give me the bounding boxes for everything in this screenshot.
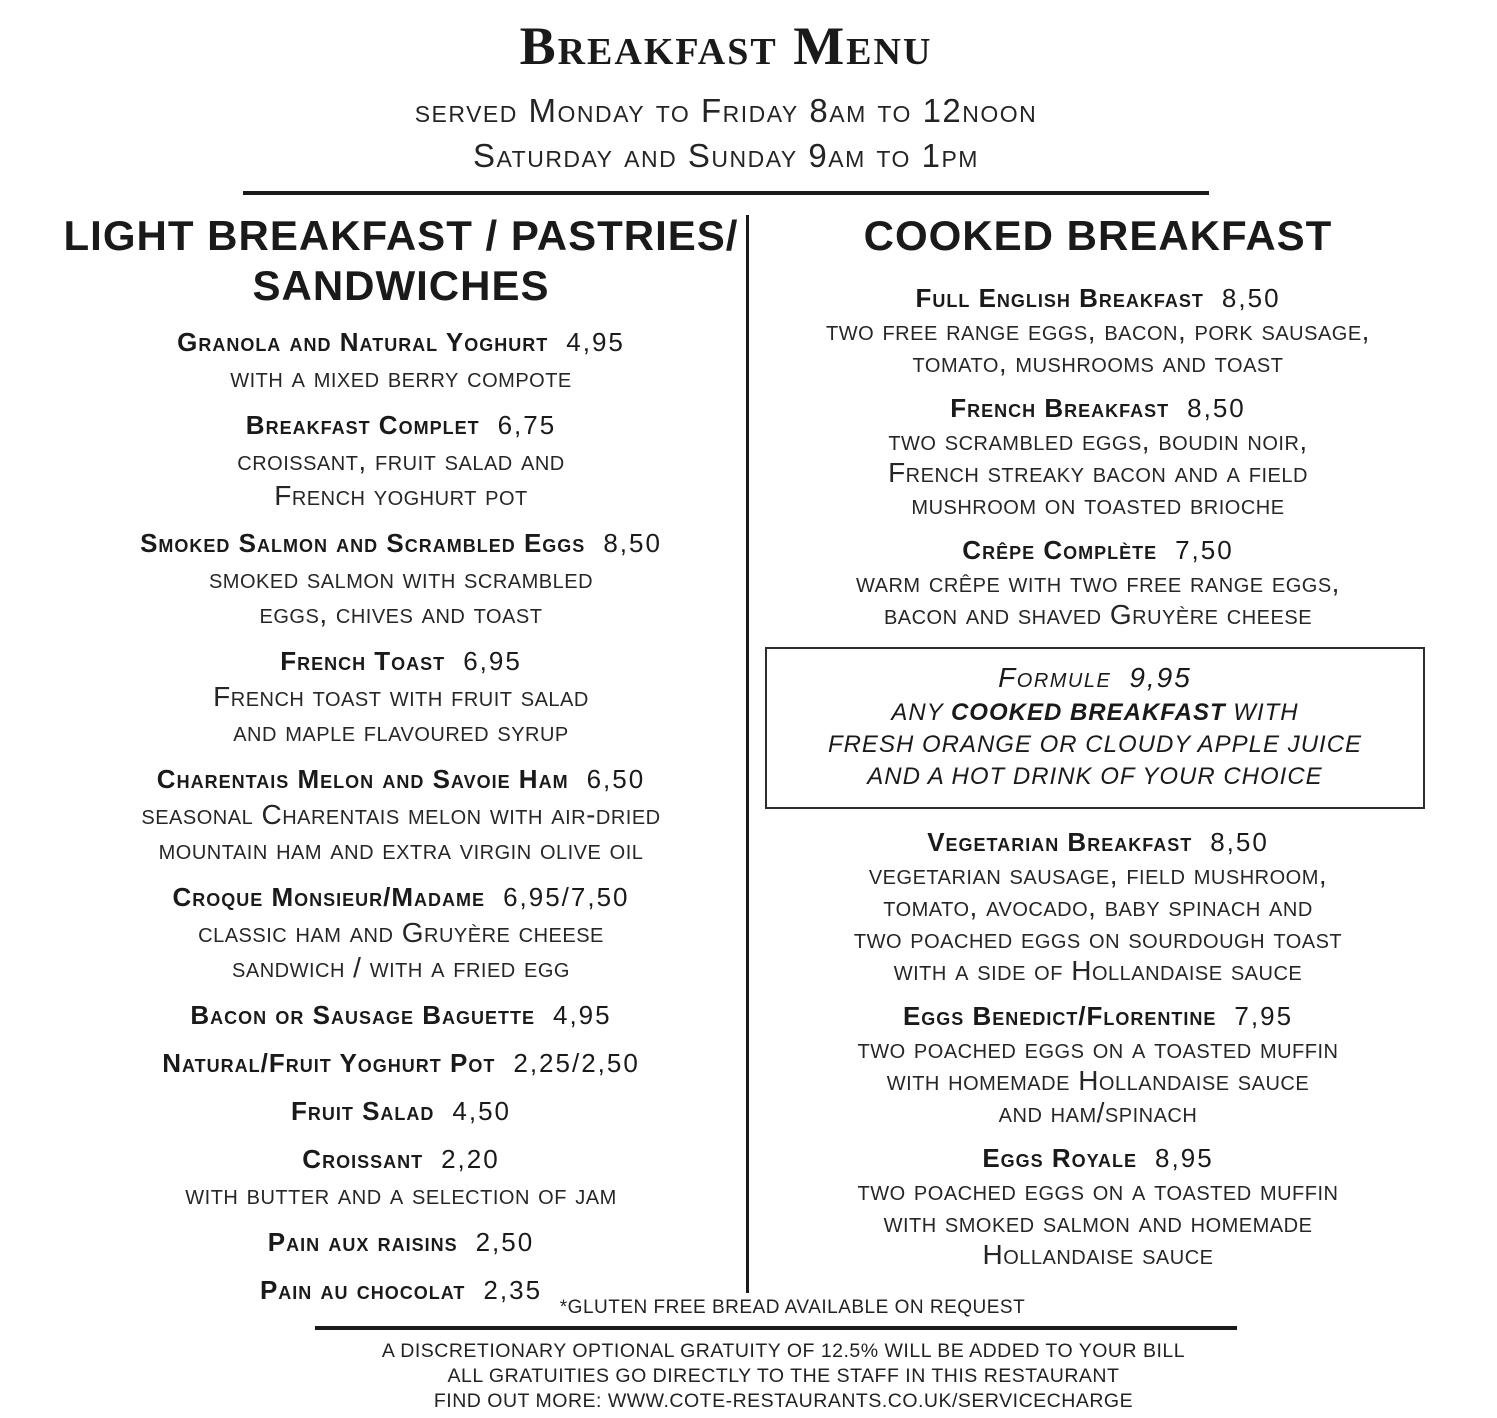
item-description-line: with butter and a selection of jam: [185, 1179, 617, 1210]
item-description-line: two free range eggs, bacon, pork sausage,: [826, 315, 1370, 346]
gluten-free-footnote: *GLUTEN FREE BREAD AVAILABLE ON REQUEST: [559, 1297, 1026, 1318]
menu-item-french-breakfast: [749, 391, 1447, 521]
item-description-line: two scrambled eggs, boudin noir,: [888, 425, 1308, 456]
item-price: 8,50: [1187, 393, 1246, 423]
section-light-breakfast: [56, 211, 746, 1321]
item-name: Croque Monsieur/Madame: [172, 882, 486, 912]
menu-item-bacon-sausage-baguette: [56, 998, 746, 1033]
menu-item-granola: [56, 325, 746, 395]
menu-item-breakfast-complet: [56, 408, 746, 513]
gratuity-notice-line: ALL GRATUITIES GO DIRECTLY TO THE STAFF IN THIS RESTAURANT: [447, 1365, 1120, 1387]
header-divider-rule: [243, 191, 1209, 195]
item-name: Eggs Benedict/Florentine: [902, 1001, 1217, 1031]
section-heading-light-breakfast: [56, 211, 746, 311]
section-cooked-breakfast: [749, 211, 1447, 1321]
item-price: 8,50: [1210, 827, 1269, 857]
item-price: 4,50: [452, 1096, 512, 1126]
item-description-line: French streaky bacon and a field: [888, 457, 1308, 488]
menu-item-yoghurt-pot: [56, 1046, 746, 1081]
menu-item-smoked-salmon-eggs: [56, 526, 746, 631]
item-name: French Toast: [280, 646, 446, 676]
item-description-line: and ham/spinach: [998, 1097, 1198, 1128]
item-price: 2,50: [475, 1227, 535, 1257]
item-description-line: mushroom on toasted brioche: [911, 489, 1285, 520]
item-price: 7,50: [1175, 535, 1234, 565]
item-description-line: two poached eggs on a toasted muffin: [857, 1033, 1339, 1064]
serving-hours-weekday: served Monday to Friday 8am to 12noon: [414, 92, 1038, 129]
item-price: 8,50: [1221, 283, 1281, 313]
item-description-line: seasonal Charentais melon with air-dried: [141, 799, 661, 830]
menu-item-croissant: [56, 1142, 746, 1212]
item-description-line: bacon and shaved Gruyère cheese: [883, 599, 1313, 630]
item-name: Charentais Melon and Savoie Ham: [156, 764, 569, 794]
item-name: Pain aux raisins: [267, 1227, 458, 1257]
item-description-line: mountain ham and extra virgin olive oil: [158, 834, 644, 865]
item-description-line: French yoghurt pot: [274, 480, 528, 511]
item-price: 6,95: [463, 646, 522, 676]
item-price: 8,95: [1155, 1143, 1214, 1173]
menu-item-fruit-salad: [56, 1094, 746, 1129]
item-price: 6,75: [497, 410, 557, 440]
menu-footer: [0, 1296, 1497, 1418]
item-description-line: croissant, fruit salad and: [237, 445, 565, 476]
menu-item-french-toast: [56, 644, 746, 749]
formule-text: ANY: [891, 699, 951, 726]
item-price: 4,95: [552, 1000, 612, 1030]
menu-item-eggs-royale: [749, 1141, 1447, 1271]
item-description-line: sandwich / with a fried egg: [232, 952, 570, 983]
item-name: Crêpe Complète: [962, 535, 1158, 565]
item-description-line: two poached eggs on a toasted muffin: [857, 1175, 1339, 1206]
item-description-line: with smoked salmon and homemade: [883, 1207, 1313, 1238]
gratuity-notice-line: A DISCRETIONARY OPTIONAL GRATUITY OF 12.5% WILL BE ADDED TO YOUR BILL: [381, 1340, 1186, 1362]
section-heading-line: LIGHT BREAKFAST / PASTRIES/: [63, 212, 739, 259]
formule-description-line: FRESH ORANGE OR CLOUDY APPLE JUICE: [827, 731, 1363, 758]
item-price: 6,95/7,50: [503, 882, 630, 912]
item-description-line: vegetarian sausage, field mushroom,: [868, 859, 1328, 890]
menu-item-vegetarian-breakfast: [749, 825, 1447, 987]
section-heading-line: SANDWICHES: [252, 262, 550, 309]
item-description-line: Hollandaise sauce: [982, 1239, 1214, 1270]
page-title: Breakfast Menu: [519, 16, 933, 76]
menu-item-charentais-melon: [56, 762, 746, 867]
item-description-line: tomato, avocado, baby spinach and: [883, 891, 1313, 922]
menu-header: [243, 0, 1209, 195]
item-name: Eggs Royale: [982, 1143, 1138, 1173]
item-name: Smoked Salmon and Scrambled Eggs: [140, 528, 586, 558]
service-charge-url-line: FIND OUT MORE: WWW.COTE-RESTAURANTS.CO.UK/SERVICECHARGE: [433, 1390, 1134, 1412]
item-name: Full English Breakfast: [915, 283, 1204, 313]
formule-description-line: AND A HOT DRINK OF YOUR CHOICE: [867, 763, 1323, 790]
formule-text: WITH: [1225, 699, 1299, 726]
item-price: 4,95: [566, 327, 625, 357]
footer-divider-rule: [315, 1326, 1237, 1330]
item-description-line: tomato, mushrooms and toast: [912, 347, 1284, 378]
formule-name: Formule: [998, 662, 1112, 693]
item-name: Pain au chocolat: [259, 1275, 466, 1305]
serving-hours-weekend: Saturday and Sunday 9am to 1pm: [473, 137, 979, 174]
menu-item-croque-monsieur: [56, 880, 746, 985]
item-price: 2,25/2,50: [513, 1048, 640, 1078]
item-description-line: with a mixed berry compote: [230, 362, 572, 393]
item-price: 8,50: [603, 528, 662, 558]
item-name: Natural/Fruit Yoghurt Pot: [162, 1048, 496, 1078]
section-heading-cooked-breakfast: COOKED BREAKFAST: [863, 212, 1333, 259]
item-description-line: and maple flavoured syrup: [233, 716, 569, 747]
item-description-line: with a side of Hollandaise sauce: [893, 955, 1303, 986]
item-name: Bacon or Sausage Baguette: [190, 1000, 535, 1030]
item-price: 2,35: [483, 1275, 543, 1305]
formule-text-bold: COOKED BREAKFAST: [950, 699, 1226, 726]
formule-price: 9,95: [1129, 662, 1192, 693]
item-name: Granola and Natural Yoghurt: [177, 327, 549, 357]
item-description-line: eggs, chives and toast: [259, 598, 543, 629]
item-name: Breakfast Complet: [245, 410, 480, 440]
item-name: French Breakfast: [950, 393, 1170, 423]
menu-item-full-english: [749, 281, 1447, 379]
item-price: 7,95: [1234, 1001, 1294, 1031]
menu-columns: [0, 211, 1497, 1321]
item-name: Croissant: [302, 1144, 424, 1174]
item-description-line: classic ham and Gruyère cheese: [198, 917, 604, 948]
formule-description-line: [775, 697, 1415, 729]
menu-item-crepe-complete: [749, 533, 1447, 631]
item-description-line: warm crêpe with two free range eggs,: [856, 567, 1340, 598]
item-name: Fruit Salad: [290, 1096, 435, 1126]
item-name: Vegetarian Breakfast: [927, 827, 1193, 857]
item-description-line: French toast with fruit salad: [213, 681, 589, 712]
menu-item-eggs-benedict: [749, 999, 1447, 1129]
item-description-line: smoked salmon with scrambled: [208, 563, 594, 594]
menu-item-pain-aux-raisins: [56, 1225, 746, 1260]
item-description-line: two poached eggs on sourdough toast: [853, 923, 1343, 954]
item-price: 6,50: [586, 764, 646, 794]
item-price: 2,20: [441, 1144, 500, 1174]
item-description-line: with homemade Hollandaise sauce: [886, 1065, 1310, 1096]
formule-offer-box: [765, 647, 1425, 809]
